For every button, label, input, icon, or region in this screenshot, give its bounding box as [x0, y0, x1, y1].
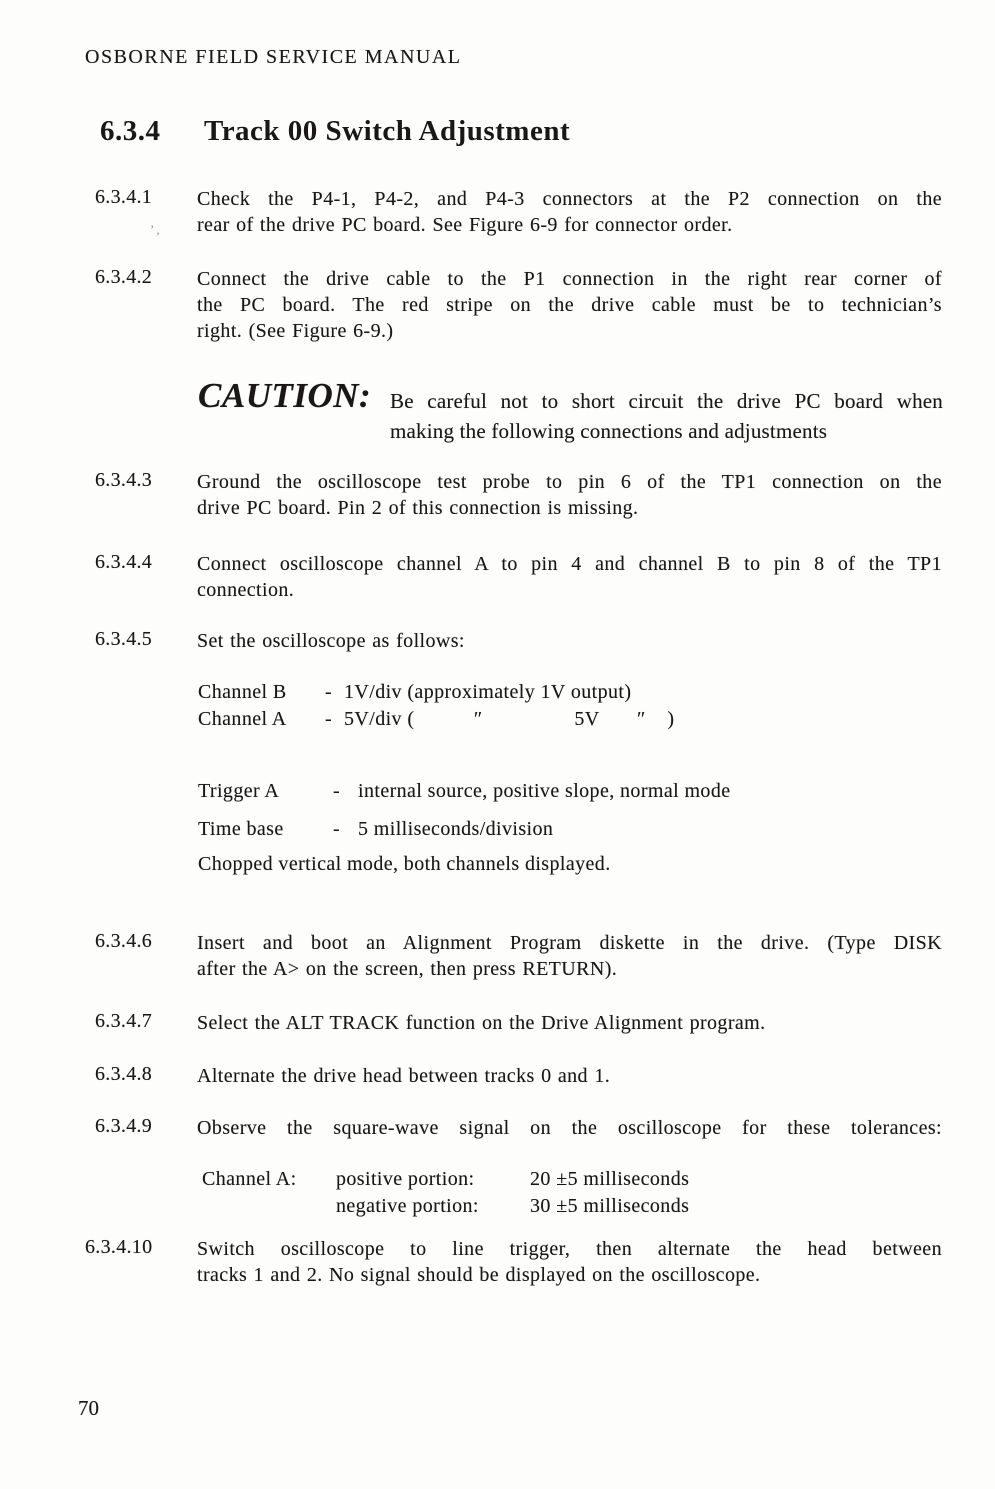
- scan-artifact-mark: ’,: [150, 222, 162, 237]
- section-number: 6.3.4: [100, 115, 161, 147]
- step-text: [197, 628, 942, 654]
- setting-label: Channel B: [198, 681, 287, 703]
- setting-dash: -: [325, 708, 333, 730]
- text-line: Switch oscilloscope to line trigger, then alternate the head between: [197, 1238, 942, 1260]
- step-text: [197, 930, 942, 982]
- text-line: Connect the drive cable to the P1 connection in the right rear corner of: [197, 268, 942, 290]
- setting-value: internal source, positive slope, normal mode: [358, 780, 731, 802]
- step-text: [197, 186, 942, 238]
- text-line: right. (See Figure 6-9.): [197, 320, 394, 342]
- setting-value: 5V/div ( ″ 5V ″ ): [344, 708, 675, 730]
- text-line: Alternate the drive head between tracks 0 and 1.: [197, 1065, 611, 1087]
- text-line: tracks 1 and 2. No signal should be displayed on the oscilloscope.: [197, 1264, 761, 1286]
- step-number: 6.3.4.7: [95, 1010, 153, 1032]
- step-text: [197, 1010, 942, 1036]
- text-line: Check the P4-1, P4-2, and P4-3 connectors at the P2 connection on the: [197, 188, 942, 210]
- step-text: [197, 469, 942, 521]
- step-text: [197, 1236, 942, 1288]
- setting-dash: -: [325, 681, 333, 703]
- setting-value: 1V/div (approximately 1V output): [344, 681, 632, 703]
- step-text: [197, 1063, 942, 1089]
- step-number: 6.3.4.10: [85, 1236, 153, 1258]
- tolerance-name: negative portion:: [336, 1195, 479, 1217]
- text-line: connection.: [197, 579, 295, 601]
- text-line: making the following connections and adjustments: [390, 419, 828, 443]
- setting-dash: -: [333, 780, 341, 802]
- text-line: Observe the square-wave signal on the oscilloscope for these tolerances:: [197, 1117, 942, 1139]
- text-line: Set the oscilloscope as follows:: [197, 630, 465, 652]
- tolerance-channel-label: Channel A:: [202, 1168, 297, 1190]
- text-line: Be careful not to short circuit the drive PC board when: [390, 389, 943, 413]
- step-number: 6.3.4.8: [95, 1063, 153, 1085]
- tolerance-value: 20 ±5 milliseconds: [530, 1168, 690, 1190]
- tolerance-name: positive portion:: [336, 1168, 475, 1190]
- step-text: [197, 1115, 942, 1141]
- text-line: Connect oscilloscope channel A to pin 4 and channel B to pin 8 of the TP1: [197, 553, 942, 575]
- text-line: rear of the drive PC board. See Figure 6-9 for connector order.: [197, 214, 733, 236]
- text-line: the PC board. The red stripe on the drive cable must be to technician’s: [197, 294, 942, 316]
- step-number: 6.3.4.5: [95, 628, 153, 650]
- text-line: drive PC board. Pin 2 of this connection is missing.: [197, 497, 639, 519]
- setting-label: Time base: [198, 818, 284, 840]
- setting-value: 5 milliseconds/division: [358, 818, 554, 840]
- step-number: 6.3.4.4: [95, 551, 153, 573]
- document-header: OSBORNE FIELD SERVICE MANUAL: [85, 46, 462, 68]
- caution-label: CAUTION:: [198, 376, 372, 415]
- tolerance-value: 30 ±5 milliseconds: [530, 1195, 690, 1217]
- scope-settings-note: Chopped vertical mode, both channels displayed.: [198, 853, 611, 875]
- text-line: Insert and boot an Alignment Program diskette in the drive. (Type DISK: [197, 932, 942, 954]
- step-number: 6.3.4.1: [95, 186, 153, 208]
- step-number: 6.3.4.3: [95, 469, 153, 491]
- setting-dash: -: [333, 818, 341, 840]
- step-number: 6.3.4.9: [95, 1115, 153, 1137]
- caution-text: [390, 386, 943, 446]
- setting-label: Channel A: [198, 708, 287, 730]
- text-line: Ground the oscilloscope test probe to pin 6 of the TP1 connection on the: [197, 471, 942, 493]
- step-number: 6.3.4.2: [95, 266, 153, 288]
- text-line: after the A> on the screen, then press RETURN).: [197, 958, 618, 980]
- step-text: [197, 551, 942, 603]
- page-number: 70: [78, 1396, 99, 1420]
- step-number: 6.3.4.6: [95, 930, 153, 952]
- setting-label: Trigger A: [198, 780, 280, 802]
- section-title: Track 00 Switch Adjustment: [204, 115, 571, 147]
- step-text: [197, 266, 942, 344]
- text-line: Select the ALT TRACK function on the Drive Alignment program.: [197, 1012, 766, 1034]
